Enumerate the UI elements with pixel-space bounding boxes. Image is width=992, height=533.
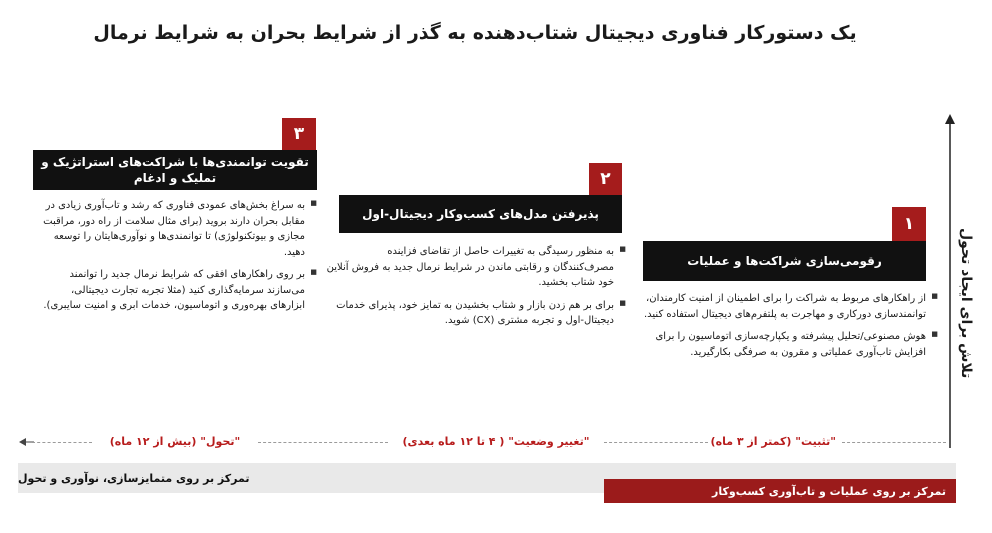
stage-1-bullet-list <box>630 291 940 367</box>
timeline-label-shift: "تغییر وضعیت" ( ۴ تا ۱۲ ماه بعدی) <box>402 435 590 448</box>
stage-1-bullet: ■ از راهکارهای مربوط به شراکت را برای اطمینان از امنیت کارمندان، توانمندسازی دورکاری و مهاجرت به پلتفرم‌های دیجیتال استفاده کنید. <box>630 291 926 322</box>
stage-1-number: ۱ <box>892 207 926 241</box>
stage-3-bullet: ■ بر روی راهکارهای افقی که شرایط نرمال جدید را توانمند می‌سازند سرمایه‌گذاری کنید (مثلا تجربه تجارت دیجیتالی، ابزارهای بهره‌وری و اتوماسیون، خدمات ابری و امنیت سایبری). <box>33 267 305 314</box>
stage-2-number: ۲ <box>589 163 622 195</box>
stage-3-heading: تقویت توانمندی‌ها با شراکت‌های استراتژیک و تملیک و ادغام <box>33 150 317 190</box>
stage-2-bullet: ■ به منظور رسیدگی به تغییرات حاصل از تقاضای فزاینده مصرف‌کنندگان و رقابتی ماندن در شرایط نرمال جدید به فروش آنلاین خود شتاب بخشید. <box>326 244 614 291</box>
vertical-axis-label: تلاش برای ایجاد تحول <box>958 227 974 378</box>
stage-3-bullet-list <box>33 198 319 321</box>
stage-2-bullet: ■ برای بر هم زدن بازار و شتاب بخشیدن به تمایز خود، پذیرای خدمات دیجیتال-اول و تجربه مشتری (CX) شوید. <box>326 298 614 329</box>
timeline-dash <box>842 442 946 443</box>
focus-bar-operations: تمرکز بر روی عملیات و تاب‌آوری کسب‌وکار <box>604 479 956 503</box>
timeline-dash <box>604 442 708 443</box>
stage-3-bullet: ■ به سراغ بخش‌های عمودی فناوری که رشد و تاب‌آوری زیادی در مقابل بحران دارند بروید (برای مثال سلامت از راه دور، مراقبت مجازی و بیوتکنولوژی) تا توانمندی‌ها و نوآوری‌هایتان را توسعه دهید. <box>33 198 305 260</box>
stage-3-number: ۳ <box>282 118 316 150</box>
focus-bar-differentiation: تمرکز بر روی متمایزسازی، نوآوری و تحول <box>18 463 956 493</box>
stage-2-heading: پذیرفتن مدل‌های کسب‌وکار دیجیتال-اول <box>339 195 622 233</box>
timeline-dash <box>32 442 92 443</box>
stage-1-bullet: ■ هوش مصنوعی/تحلیل پیشرفته و یکپارچه‌سازی اتوماسیون را برای افزایش تاب‌آوری عملیاتی و مقرون به صرفگی بکارگیرید. <box>630 329 926 360</box>
page-title: یک دستورکار فناوری دیجیتال شتاب‌دهنده به گذر از شرایط بحران به شرایط نرمال <box>93 22 857 44</box>
stage-2-bullet-list <box>326 244 628 336</box>
vertical-axis-arrow <box>940 112 960 452</box>
stage-1-heading: رقومی‌سازی شراکت‌ها و عملیات <box>643 241 926 281</box>
timeline-label-stabilize: "تثبیت" (کمتر از ۳ ماه) <box>710 435 836 448</box>
timeline-label-transform: "تحول" (بیش از ۱۲ ماه) <box>109 435 241 448</box>
timeline-dash <box>258 442 388 443</box>
